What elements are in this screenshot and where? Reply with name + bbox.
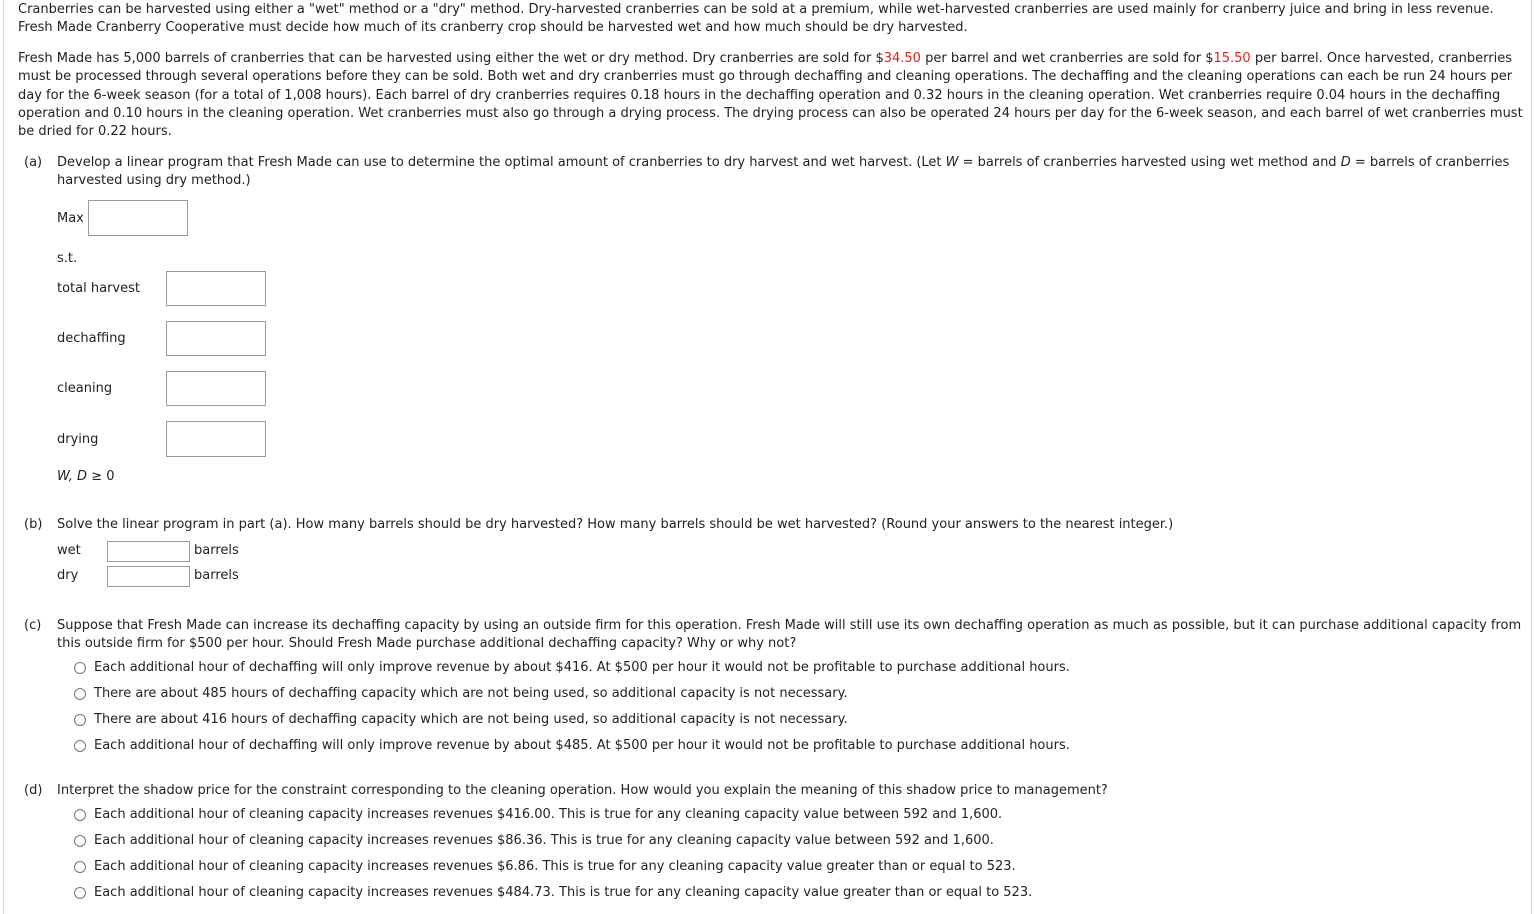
var-w: W [945, 155, 959, 170]
nonnegativity-constraint [57, 468, 115, 486]
part-d-option-3[interactable]: Each additional hour of cleaning capacity increases revenues $6.86. This is true for any cleaning capacity value greater than or equal to 523. [94, 859, 1016, 874]
part-a-question-text-3: = barrels of cranberries harvested using dry method.) [57, 155, 1510, 189]
part-d-option-2[interactable]: Each additional hour of cleaning capacity increases revenues $86.36. This is true for any cleaning capacity value between 592 and 1,600. [94, 833, 994, 848]
part-b-tag: (b) [24, 517, 43, 532]
part-d-question: Interpret the shadow price for the constraint corresponding to the cleaning operation. How would you explain the meaning of this shadow price to management? [57, 783, 1108, 798]
dry-price: 34.50 [883, 51, 921, 66]
max-label: Max [57, 211, 84, 226]
dry-barrels-input[interactable] [107, 566, 190, 587]
part-c-option-4-radio[interactable] [74, 740, 86, 752]
wet-label: wet [57, 543, 81, 558]
part-b-question: Solve the linear program in part (a). How many barrels should be dry harvested? How many barrels should be wet harvested? (Round your answers to the nearest integer.) [57, 517, 1174, 532]
part-c-option-3[interactable]: There are about 416 hours of dechaffing capacity which are not being used, so additional capacity is not necessary. [94, 712, 848, 727]
constraint-label-total-harvest: total harvest [57, 281, 140, 296]
part-d-option-1[interactable]: Each additional hour of cleaning capacity increases revenues $416.00. This is true for any cleaning capacity value between 592 and 1,600. [94, 807, 1003, 822]
dry-label: dry [57, 568, 79, 583]
part-a-tag: (a) [24, 155, 43, 170]
part-d-option-1-radio[interactable] [74, 809, 86, 821]
part-a-question [57, 154, 1523, 191]
wet-price: 15.50 [1213, 51, 1251, 66]
nonneg-rest: ≥ 0 [87, 469, 115, 484]
part-c-question: Suppose that Fresh Made can increase its dechaffing capacity by using an outside firm for this operation. Fresh Made will still use its own dechaffing operation as much as possible, but it can purchase additional capacity from this outside firm for $500 per hour. Should Fresh Made purchase additional dechaffing capacity? Why or why not? [57, 618, 1522, 652]
constraint-label-drying: drying [57, 432, 99, 447]
constraint-label-dechaffing: dechaffing [57, 331, 126, 346]
part-a-question-text-1: Develop a linear program that Fresh Made can use to determine the optimal amount of cranberries to dry harvest and wet harvest. (Let [57, 155, 946, 170]
wet-barrels-input[interactable] [107, 541, 190, 562]
details-text-1: Fresh Made has 5,000 barrels of cranberries that can be harvested using either the wet or dry method. Dry cranberries are sold for $ [18, 51, 884, 66]
part-c-option-4[interactable]: Each additional hour of dechaffing will only improve revenue by about $485. At $500 per hour it would not be profitable to purchase additional hours. [94, 738, 1070, 753]
part-c-option-1-radio[interactable] [74, 662, 86, 674]
part-a-question-text-2: = barrels of cranberries harvested using wet method and [958, 155, 1341, 170]
total-harvest-input[interactable] [166, 271, 266, 306]
part-d-option-3-radio[interactable] [74, 861, 86, 873]
constraint-label-cleaning: cleaning [57, 381, 113, 396]
dry-unit: barrels [194, 568, 239, 583]
part-d-tag: (d) [24, 783, 43, 798]
intro-line-1: Cranberries can be harvested using either a "wet" method or a "dry" method. Dry-harvested cranberries can be sold at a premium, while wet-harvested cranberries are used mainly for cranberry juice and bring in less revenue. [18, 2, 1494, 17]
nonneg-vars: W, D [57, 469, 88, 484]
details-text-2: per barrel and wet cranberries are sold for $ [920, 51, 1214, 66]
dechaffing-input[interactable] [166, 321, 266, 356]
part-d-option-4[interactable]: Each additional hour of cleaning capacity increases revenues $484.73. This is true for any cleaning capacity value greater than or equal to 523. [94, 885, 1033, 900]
part-c-option-2-radio[interactable] [74, 688, 86, 700]
part-c-option-1[interactable]: Each additional hour of dechaffing will only improve revenue by about $416. At $500 per hour it would not be profitable to purchase additional hours. [94, 660, 1070, 675]
intro-line-2: Fresh Made Cranberry Cooperative must decide how much of its cranberry crop should be harvested wet and how much should be dry harvested. [18, 20, 968, 35]
wet-unit: barrels [194, 543, 239, 558]
cleaning-input[interactable] [166, 371, 266, 406]
part-d-option-2-radio[interactable] [74, 835, 86, 847]
part-c-option-3-radio[interactable] [74, 714, 86, 726]
var-d: D [1340, 155, 1351, 170]
st-label: s.t. [57, 251, 78, 266]
part-c-tag: (c) [24, 618, 42, 633]
problem-details [18, 50, 1523, 141]
objective-input[interactable] [88, 200, 188, 236]
drying-input[interactable] [166, 421, 266, 457]
part-c-option-2[interactable]: There are about 485 hours of dechaffing capacity which are not being used, so additional capacity is not necessary. [94, 686, 848, 701]
part-d-option-4-radio[interactable] [74, 887, 86, 899]
details-text-3: per barrel. Once harvested, cranberries must be processed through several operations before they can be sold. Both wet and dry cranberries must go through dechaffing and cleaning operations. The dechaffing and the cleaning operations can each be run 24 hours per day for the 6-week season (for a total of 1,008 hours). Each barrel of dry cranberries requires 0.18 hours in the dechaffing operation and 0.32 hours in the cleaning operation. Wet cranberries require 0.04 hours in the dechaffing operation and 0.10 hours in the cleaning operation. Wet cranberries must also go through a drying process. The drying process can also be operated 24 hours per day for the 6-week season, and each barrel of wet cranberries must be dried for 0.22 hours. [18, 51, 1523, 140]
